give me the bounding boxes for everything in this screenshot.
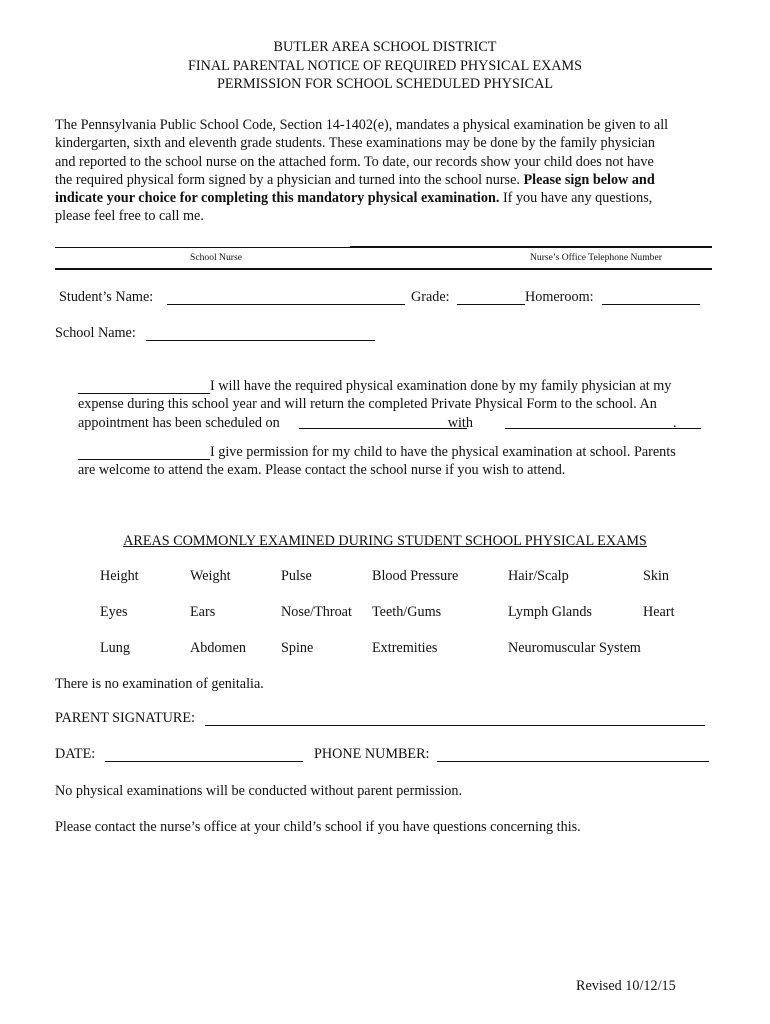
area-item: Blood Pressure	[372, 568, 459, 584]
school-nurse-label: School Nurse	[190, 252, 242, 263]
no-exam-note: No physical examinations will be conducted without parent permission.	[55, 783, 463, 799]
area-item: Pulse	[281, 568, 312, 584]
contact-note: Please contact the nurse’s office at your child’s school if you have questions concerning this.	[55, 819, 581, 835]
option-line: I give permission for my child to have the physical examination at school. Parents	[210, 444, 676, 460]
area-item: Spine	[281, 640, 314, 656]
homeroom-field[interactable]	[602, 304, 700, 305]
appointment-physician-field[interactable]	[505, 428, 701, 429]
area-item: Eyes	[100, 604, 128, 620]
parent-signature-field[interactable]	[205, 725, 705, 726]
notice-title: FINAL PARENTAL NOTICE OF REQUIRED PHYSICAL EXAMS	[187, 57, 583, 74]
nurse-phone-line[interactable]	[350, 246, 712, 248]
with-label: with	[447, 414, 473, 431]
intro-line	[55, 171, 715, 189]
area-item: Lymph Glands	[508, 604, 592, 620]
period: .	[672, 414, 677, 431]
intro-emphasis: indicate your choice for completing this mandatory physical examination.	[55, 190, 500, 207]
intro-text: If you have any questions,	[499, 190, 653, 207]
homeroom-label: Homeroom:	[525, 289, 594, 305]
area-item: Hair/Scalp	[508, 568, 569, 584]
student-name-label: Student’s Name:	[59, 289, 154, 305]
phone-number-label: PHONE NUMBER:	[314, 746, 430, 762]
area-item: Neuromuscular System	[508, 640, 641, 656]
intro-paragraph	[55, 116, 715, 226]
option-family-physician	[78, 377, 718, 432]
option-line: expense during this school year and will return the completed Private Physical Form to the school. An	[78, 396, 657, 413]
intro-text: the required physical form signed by a physician and turned into the school nurse.	[55, 171, 524, 188]
area-item: Nose/Throat	[281, 604, 352, 620]
area-item: Teeth/Gums	[372, 604, 442, 620]
school-name-field[interactable]	[146, 340, 375, 341]
area-item: Extremities	[372, 640, 438, 656]
intro-line: please feel free to call me.	[55, 208, 204, 225]
document-header	[0, 38, 770, 94]
date-field[interactable]	[105, 761, 303, 762]
section-divider	[55, 268, 712, 270]
option-line	[78, 414, 718, 432]
permission-title: PERMISSION FOR SCHOOL SCHEDULED PHYSICAL	[216, 76, 554, 92]
area-item: Height	[100, 568, 139, 584]
area-item: Weight	[190, 568, 231, 584]
area-item: Heart	[643, 604, 675, 620]
intro-line: and reported to the school nurse on the attached form. To date, our records show your child does not have	[55, 153, 654, 170]
genitalia-note: There is no examination of genitalia.	[55, 676, 264, 692]
option-line: I will have the required physical examination done by my family physician at my	[210, 378, 672, 394]
revision-date: Revised 10/12/15	[576, 978, 676, 994]
option-school-exam	[78, 443, 718, 480]
area-item: Abdomen	[190, 640, 246, 656]
area-item: Ears	[190, 604, 216, 620]
date-label: DATE:	[55, 746, 96, 762]
student-name-field[interactable]	[167, 304, 405, 305]
appointment-date-field[interactable]	[299, 428, 467, 429]
areas-title: AREAS COMMONLY EXAMINED DURING STUDENT SCHOOL PHYSICAL EXAMS	[123, 533, 647, 549]
intro-line: kindergarten, sixth and eleventh grade students. These examinations may be done by the family physician	[55, 135, 655, 152]
school-name-label: School Name:	[55, 325, 136, 341]
parent-signature-label: PARENT SIGNATURE:	[55, 710, 195, 726]
intro-line	[55, 189, 715, 207]
appointment-label: appointment has been scheduled on	[78, 414, 280, 431]
grade-label: Grade:	[411, 289, 450, 305]
nurse-phone-label: Nurse’s Office Telephone Number	[530, 252, 662, 263]
intro-line: The Pennsylvania Public School Code, Section 14-1402(e), mandates a physical examination be given to all	[55, 117, 669, 133]
option-line: are welcome to attend the exam. Please contact the school nurse if you wish to attend.	[78, 462, 566, 479]
district-name: BUTLER AREA SCHOOL DISTRICT	[273, 39, 497, 55]
area-item: Skin	[643, 568, 670, 584]
grade-field[interactable]	[457, 304, 525, 305]
intro-emphasis: Please sign below and	[523, 171, 655, 188]
area-item: Lung	[100, 640, 130, 656]
phone-number-field[interactable]	[437, 761, 709, 762]
nurse-signature-line[interactable]	[55, 247, 350, 248]
